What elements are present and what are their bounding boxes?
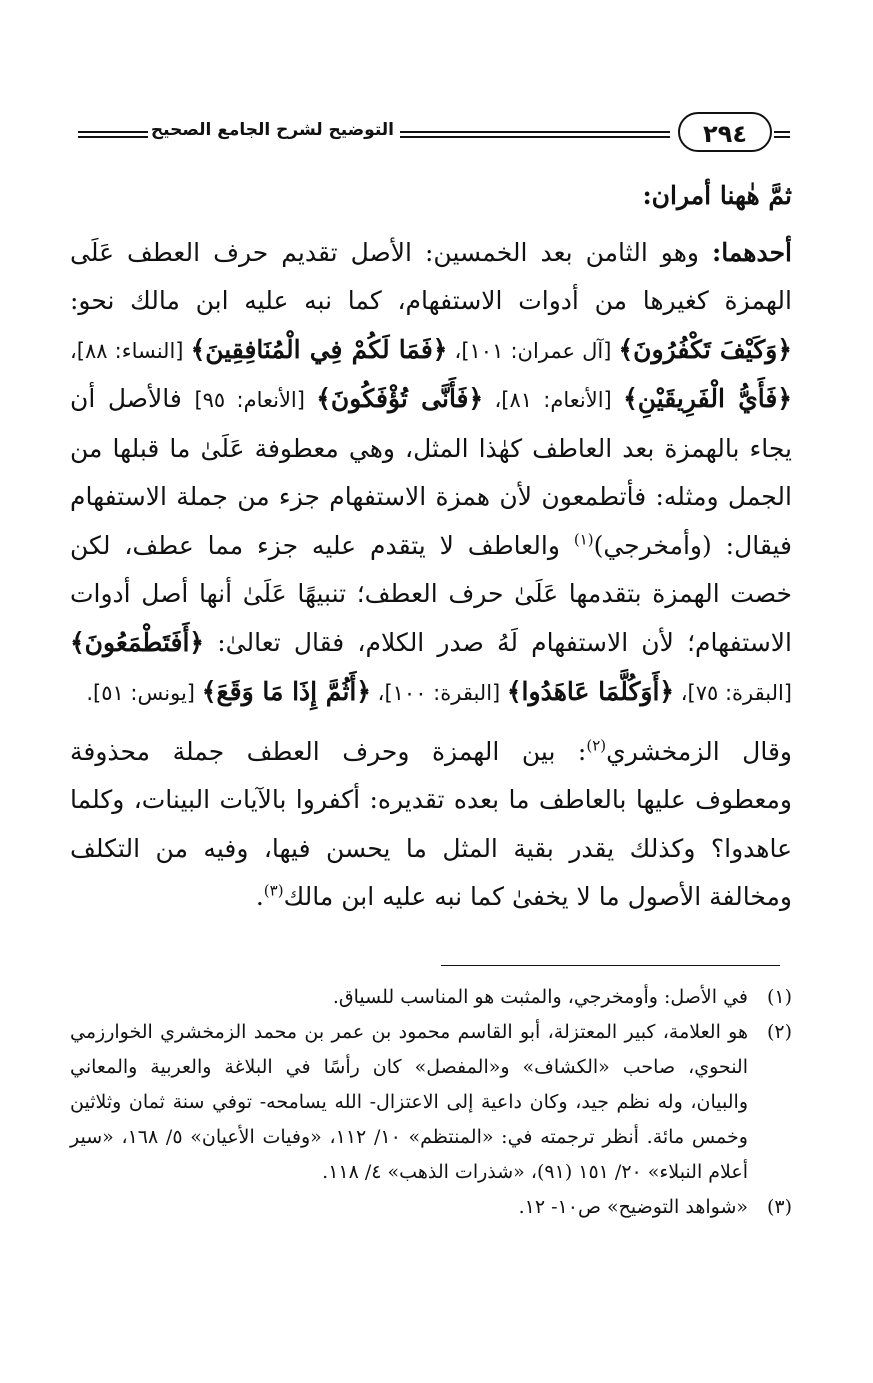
text-run: وقال الزمخشري (606, 736, 792, 766)
text-run: . (255, 882, 264, 911)
quran-quote: ﴿أَثُمَّ إِذَا مَا وَقَعَ﴾ (201, 677, 371, 706)
intro-line: ثمَّ هٰهنا أمران: (642, 181, 792, 210)
verse-reference: [يونس: ٥١]. (86, 681, 202, 705)
footnote-number: (٢) (766, 1021, 792, 1043)
quran-quote: ﴿أَفَتَطْمَعُونَ﴾ (70, 627, 205, 657)
footnote-3 (70, 1190, 792, 1225)
paragraph-lead: أحدهما: (711, 237, 792, 267)
footnote-separator (441, 965, 780, 966)
quran-quote: ﴿فَأَيُّ الْفَرِيقَيْنِ﴾ (623, 384, 793, 413)
footnote-number: (٣) (766, 1196, 792, 1218)
text-run: : بين الهمزة وحرف العطف جملة محذوفة ومعطوف عليها بالعاطف ما بعده تقديره: أكفروا بالآيات البينات، وكلما عاهدوا؟ وكذلك يقدر بقية المثل ما يحسن فيها، وفيه من التكلف ومخالفة الأصول ما لا يخفىٰ كما نبه عليه ابن مالك (70, 736, 792, 911)
verse-reference: [آل عمران: ١٠١]، (447, 338, 619, 363)
text-run: فالأصل أن يجاء بالهمزة بعد العاطف كهٰذا المثل، وهي معطوفة عَلَىٰ ما قبلها من الجمل ومثله: فأتطمعون لأن همزة الاستفهام جزء من جملة الاستفهام فيقال: (وأمخرجي) (70, 384, 792, 560)
main-text (70, 172, 792, 922)
running-title: التوضيح لشرح الجامع الصحيح (150, 120, 394, 140)
text-run: والعاطف لا يتقدم عليه جزء مما عطف، لكن خصت الهمزة بتقدمها عَلَىٰ حرف العطف؛ تنبيهًا عَلَىٰ أنها أصل أدوات الاستفهام؛ لأن الاستفهام لَهُ صدر الكلام، فقال تعالىٰ: (70, 530, 792, 657)
page-number: ٢٩٤ (678, 112, 772, 152)
header-rule-left (78, 131, 148, 138)
header-rule-middle (400, 131, 670, 138)
quran-quote: ﴿أَوَكُلَّمَا عَاهَدُوا﴾ (506, 677, 675, 706)
footnote-marker-2[interactable]: (٢) (586, 736, 607, 755)
header-rule-right (774, 131, 790, 138)
footnote-text: هو العلامة، كبير المعتزلة، أبو القاسم محمود بن عمر بن محمد الزمخشري الخوارزمي النحوي، صاحب «الكشاف» و«المفصل» كان رأسًا في البلاغة والعربية والمعاني والبيان، وله نظم جيد، وكان داعية إلى الاعتزال- الله يسامحه- توفي سنة ثمان وثلاثين وخمس مائة. أنظر ترجمته في: «المنتظم» ١٠/ ١١٢، «وفيات الأعيان» ٥/ ١٦٨، «سير أعلام النبلاء» ٢٠/ ١٥١ (٩١)، «شذرات الذهب» ٤/ ١١٨. (70, 1021, 748, 1183)
footnote-marker-1[interactable]: (١) (573, 530, 594, 549)
quran-quote: ﴿فَأَنَّى تُؤْفَكُونَ﴾ (316, 384, 484, 413)
footnote-text: «شواهد التوضيح» ص١٠- ١٢. (518, 1196, 748, 1218)
paragraph-1 (70, 229, 792, 718)
paragraph-2 (70, 728, 792, 922)
verse-reference: [الأنعام: ٨١]، (483, 388, 624, 412)
footnotes (70, 980, 792, 1225)
footnote-2 (70, 1015, 792, 1190)
verse-reference: [النساء: ٨٨]، (70, 338, 191, 363)
verse-reference: [الأنعام: ٩٥] (194, 388, 317, 412)
footnote-1 (70, 980, 792, 1015)
verse-reference: [البقرة: ١٠٠]، (371, 681, 507, 705)
footnote-text: في الأصل: وأومخرجي، والمثبت هو المناسب للسياق. (332, 986, 748, 1008)
page-header (78, 112, 790, 156)
text-run: وهو الثامن بعد الخمسين: الأصل تقديم حرف العطف عَلَى الهمزة كغيرها من أدوات الاستفهام، كما نبه عليه ابن مالك نحو: (70, 237, 792, 315)
quran-quote: ﴿فَمَا لَكُمْ فِي الْمُنَافِقِينَ﴾ (190, 334, 448, 364)
footnote-marker-3[interactable]: (٣) (263, 881, 284, 900)
verse-reference: [البقرة: ٧٥]، (674, 681, 792, 705)
quran-quote: ﴿وَكَيْفَ تَكْفُرُونَ﴾ (618, 334, 792, 364)
footnote-number: (١) (766, 986, 792, 1008)
